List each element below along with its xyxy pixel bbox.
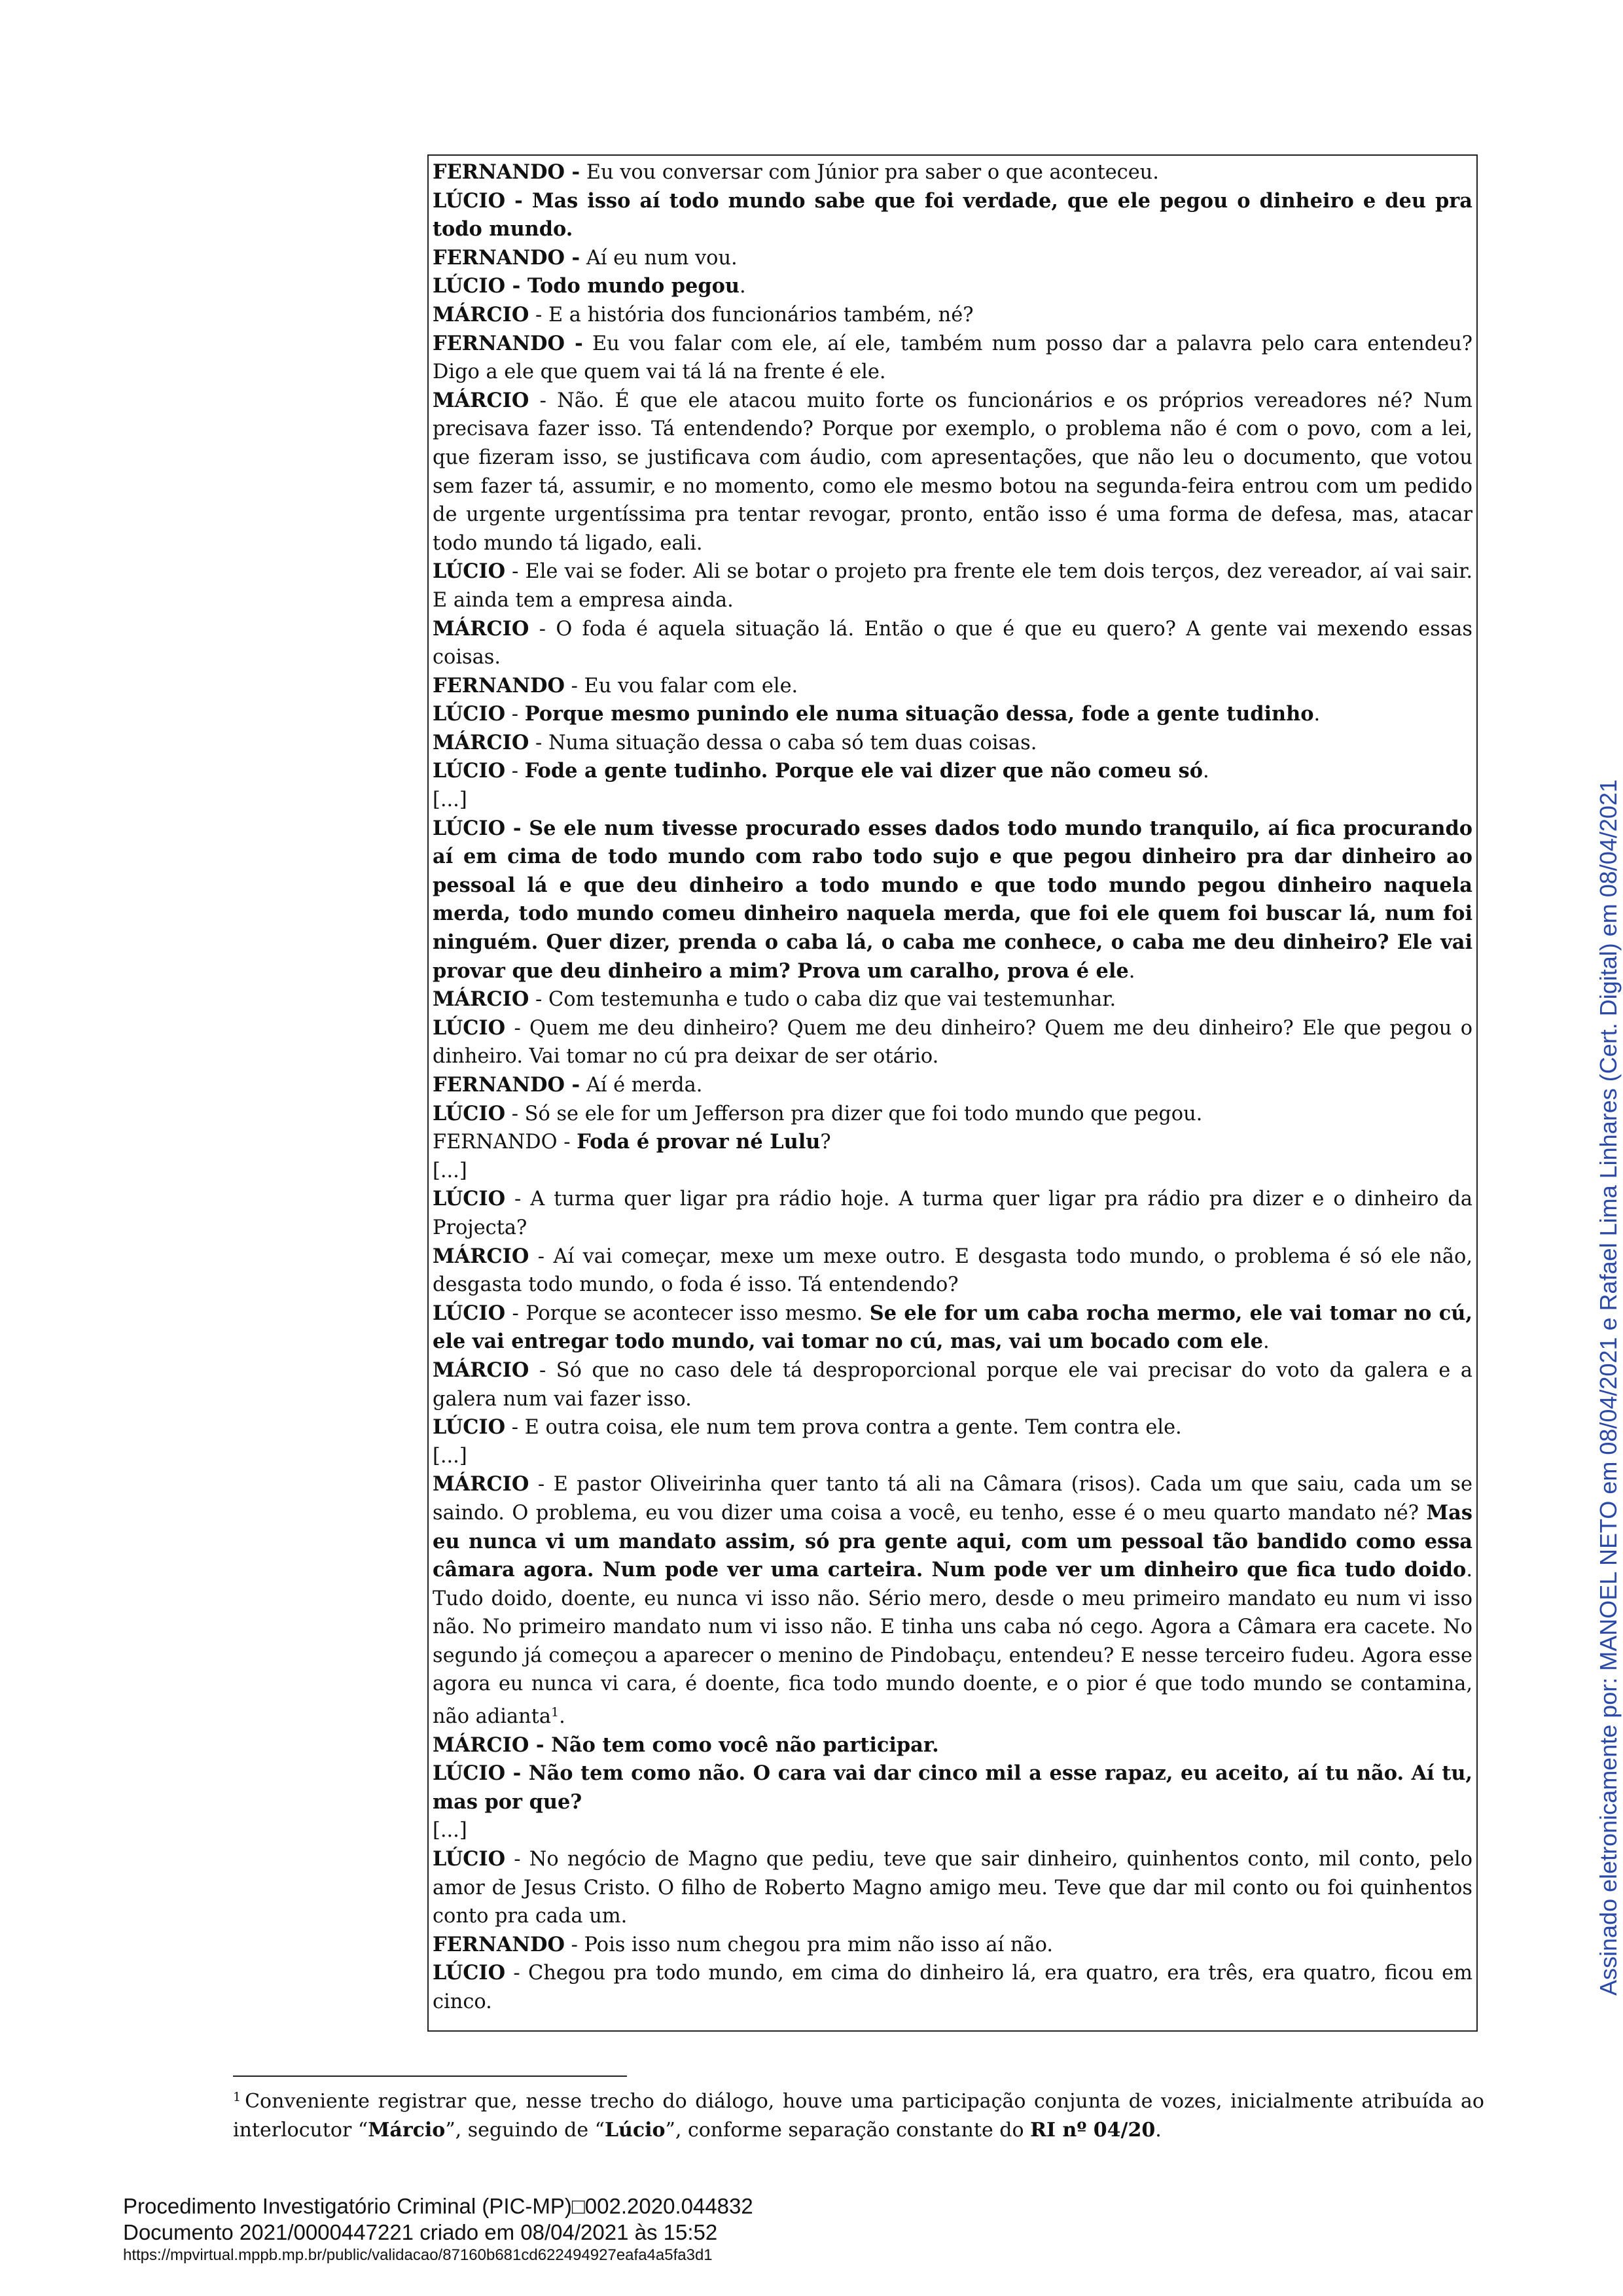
transcript-line: [433, 729, 1472, 758]
text-run: - Só que no caso dele tá desproporcional porque ele vai precisar do voto da galera e a galera num vai fazer isso.: [433, 1358, 1472, 1411]
text-run: - Numa situação dessa o caba só tem duas coisas.: [529, 731, 1037, 754]
bold-text: MÁRCIO: [433, 987, 529, 1012]
transcript-line: [433, 272, 1472, 301]
text-run: - Só se ele for um Jefferson pra dizer que foi todo mundo que pegou.: [505, 1102, 1203, 1125]
text-run: .: [1203, 760, 1209, 783]
bold-text: Foda é provar né Lulu: [577, 1130, 821, 1154]
bold-text: Márcio: [368, 2119, 446, 2142]
text-run: .: [740, 275, 746, 298]
text-run: Eu vou falar com ele, aí ele, também num posso dar a palavra pelo cara entendeu? Digo a ele que quem vai tá lá na frente é ele.: [433, 332, 1473, 384]
bold-text: LÚCIO: [433, 702, 506, 726]
text-run: -: [505, 760, 525, 783]
transcript-line: [433, 672, 1472, 701]
bold-text: LÚCIO: [433, 559, 506, 584]
bold-text: FERNANDO: [433, 1932, 565, 1956]
bold-text: LÚCIO: [433, 759, 506, 783]
bold-text: FERNANDO -: [433, 160, 580, 184]
transcript-line: [433, 387, 1472, 558]
text-run: .: [1155, 2119, 1162, 2142]
text-run: - E a história dos funcionários também, né?: [529, 303, 974, 327]
text-run: - Quem me deu dinheiro? Quem me deu dinheiro? Quem me deu dinheiro? Ele que pegou o dinheiro. Vai tomar no cú pra deixar de ser otário.: [433, 1016, 1472, 1069]
transcript-line: [433, 301, 1472, 330]
transcript-line: [433, 557, 1472, 614]
bold-text: MÁRCIO: [433, 616, 529, 641]
text-run: - Pois isso num chegou pra mim não isso aí não.: [564, 1933, 1054, 1956]
bold-text: LÚCIO - Mas isso aí todo mundo sabe que foi verdade, que ele pegou o dinheiro e deu pra todo mundo.: [433, 188, 1472, 241]
bold-text: MÁRCIO: [433, 1358, 529, 1382]
text-run: ?: [820, 1131, 831, 1154]
transcript-line: [433, 187, 1472, 244]
transcript-line: [433, 1470, 1472, 1731]
transcript-line: [433, 1014, 1472, 1071]
text-run: .: [1128, 959, 1135, 983]
bold-text: FERNANDO: [433, 673, 565, 698]
transcript-line: [433, 1071, 1472, 1100]
text-run: Aí é merda.: [580, 1074, 703, 1097]
text-run: Conveniente registrar que, nesse trecho do diálogo, houve uma participação conjunta de vozes, inicialmente atribuída ao interlocutor “: [233, 2090, 1484, 2142]
transcript-line: [433, 1442, 1472, 1471]
transcript-line: [433, 330, 1472, 387]
footnote-divider: [233, 2075, 627, 2077]
text-run: .: [1313, 703, 1321, 726]
bold-text: LÚCIO: [433, 1016, 506, 1040]
bold-text: Porque mesmo punindo ele numa situação dessa, fode a gente tudinho: [524, 702, 1314, 726]
bold-text: Se ele for um caba rocha mermo, ele vai tomar no cú, ele vai entregar todo mundo, vai tomar no cú, mas, vai um bocado com ele: [433, 1301, 1472, 1354]
transcript-line: [433, 615, 1472, 672]
text-run: - Com testemunha e tudo o caba diz que vai testemunhar.: [529, 988, 1116, 1012]
text-run: - Eu vou falar com ele.: [564, 674, 798, 698]
footer-validation-link[interactable]: https://mpvirtual.mppb.mp.br/public/validacao/87160b681cd622494927eafa4a5fa3d1: [123, 2246, 713, 2264]
text-run: [...]: [433, 1444, 467, 1468]
bold-text: MÁRCIO: [433, 1244, 529, 1268]
transcript-line: [433, 786, 1472, 815]
bold-text: LÚCIO: [433, 1187, 506, 1211]
transcript-line: [433, 757, 1472, 786]
bold-text: LÚCIO: [433, 1961, 506, 1985]
transcript-line: [433, 1128, 1472, 1157]
transcript-line: [433, 1931, 1472, 1960]
bold-text: Lúcio: [604, 2119, 666, 2142]
bold-text: MÁRCIO: [433, 730, 529, 754]
footnote-marker: 1: [233, 2090, 241, 2104]
text-run: ”, conforme separação constante do: [665, 2119, 1031, 2142]
text-run: Eu vou conversar com Júnior pra saber o que aconteceu.: [580, 161, 1159, 184]
transcript-line: [433, 1185, 1472, 1242]
bold-text: LÚCIO: [433, 1415, 506, 1439]
transcript-line: [433, 1100, 1472, 1129]
text-run: - Porque se acontecer isso mesmo.: [505, 1301, 870, 1325]
text-run: - Aí vai começar, mexe um mexe outro. E desgasta todo mundo, o problema é só ele não, desgasta todo mundo, o foda é isso. Tá entendendo?: [433, 1245, 1472, 1297]
transcript-line: [433, 1731, 1472, 1760]
transcript-line: [433, 158, 1472, 187]
bold-text: LÚCIO: [433, 1101, 506, 1125]
document-footer: [123, 2193, 1170, 2265]
transcript-line: [433, 985, 1472, 1014]
bold-text: FERNANDO -: [433, 331, 583, 355]
text-run: [...]: [433, 788, 467, 812]
bold-text: LÚCIO: [433, 1847, 506, 1871]
text-run: FERNANDO -: [433, 1131, 577, 1154]
footnote: [233, 2083, 1484, 2145]
text-run: Aí eu num vou.: [580, 246, 738, 270]
bold-text: LÚCIO - Se ele num tivesse procurado esses dados todo mundo tranquilo, aí fica procurando aí em cima de todo mundo com rabo todo sujo e que pegou dinheiro pra dar dinheiro ao pessoal lá e que deu dinheiro a todo mundo e que todo mundo pegou dinheiro naquela merda, todo mundo comeu dinheiro naquela merda, que foi ele quem foi buscar lá, num foi ninguém. Quer dizer, prenda o caba lá, o caba me conhece, o caba me deu dinheiro? Ele vai provar que deu dinheiro a mim? Prova um caralho, prova é ele: [433, 816, 1472, 983]
transcript-line: [433, 1959, 1472, 2016]
text-run: - E outra coisa, ele num tem prova contra a gente. Tem contra ele.: [505, 1416, 1182, 1439]
transcript-box: [427, 154, 1478, 2032]
text-run: .: [1262, 1330, 1270, 1354]
bold-text: Fode a gente tudinho. Porque ele vai dizer que não comeu só: [524, 759, 1204, 783]
bold-text: LÚCIO - Não tem como não. O cara vai dar cinco mil a esse rapaz, eu aceito, aí tu não. Aí tu, mas por que?: [433, 1761, 1472, 1814]
transcript-line: [433, 815, 1472, 986]
bold-text: MÁRCIO: [433, 1472, 529, 1496]
transcript-line: [433, 244, 1472, 273]
transcript-line: [433, 1759, 1472, 1816]
bold-text: RI nº 04/20: [1030, 2119, 1156, 2142]
transcript-line: [433, 1356, 1472, 1413]
transcript-line: [433, 1299, 1472, 1356]
transcript-line: [433, 1845, 1472, 1931]
bold-text: LÚCIO: [433, 1301, 506, 1325]
text-run: - E pastor Oliveirinha quer tanto tá ali na Câmara (risos). Cada um que saiu, cada um se saindo. O problema, eu vou dizer uma coisa a você, eu tenho, esse é o meu quarto mandato né?: [433, 1473, 1472, 1525]
text-run: - Chegou pra todo mundo, em cima do dinheiro lá, era quatro, era três, era quatro, ficou em cinco.: [433, 1962, 1472, 2013]
bold-text: MÁRCIO: [433, 302, 529, 327]
transcript-line: [433, 1243, 1472, 1299]
text-run: . Tudo doido, doente, eu nunca vi isso não. Sério mero, desde o meu primeiro mandato eu num vi isso não. No primeiro mandato num vi isso não. E tinha uns caba nó cego. Agora a Câmara era cacete. No segundo já começou a aparecer o menino de Pindobaçu, entendeu? E nesse terceiro fudeu. Agora esse agora eu nunca vi cara, é doente, fica todo mundo doente, e o pior é que todo mundo se contamina, não adianta: [433, 1559, 1472, 1729]
text-run: - O foda é aquela situação lá. Então o que é que eu quero? A gente vai mexendo essas coisas.: [433, 617, 1472, 669]
text-run: - Não. É que ele atacou muito forte os funcionários e os próprios vereadores né? Num precisava fazer isso. Tá entendendo? Porque por exemplo, o problema não é com o povo, com a lei, que fizeram isso, se justificava com áudio, com apresentações, que não leu o documento, que votou sem fazer tá, assumir, e no momento, como ele mesmo botou na segunda-feira entrou com um pedido de urgente urgentíssima pra tentar revogar, pronto, então isso é uma forma de defesa, mas, atacar todo mundo tá ligado, eali.: [433, 389, 1472, 555]
transcript-line: [433, 700, 1472, 729]
bold-text: FERNANDO -: [433, 245, 580, 270]
bold-text: LÚCIO - Todo mundo pegou: [433, 274, 740, 298]
footnote-reference: 1: [550, 1705, 560, 1720]
text-run: -: [505, 703, 525, 726]
text-run: ”, seguindo de “: [445, 2119, 605, 2142]
footer-procedure: Procedimento Investigatório Criminal (PIC-MP)□002.2020.044832: [123, 2194, 753, 2218]
text-run: - No negócio de Magno que pediu, teve que sair dinheiro, quinhentos conto, mil conto, pelo amor de Jesus Cristo. O filho de Roberto Magno amigo meu. Teve que dar mil conto ou foi quinhentos conto pra cada um.: [433, 1848, 1472, 1928]
text-run: [...]: [433, 1159, 467, 1182]
bold-text: Mas eu nunca vi um mandato assim, só pra gente aqui, com um pessoal tão bandido como essa câmara agora. Num pode ver uma carteira. Num pode ver um dinheiro que fica tudo doido: [433, 1500, 1472, 1582]
footer-document-id: Documento 2021/0000447221 criado em 08/04/2021 às 15:52: [123, 2220, 718, 2244]
text-run: .: [559, 1705, 565, 1729]
text-run: [...]: [433, 1819, 467, 1843]
bold-text: MÁRCIO: [433, 388, 529, 412]
electronic-signature-stamp: Assinado eletronicamente por: MANOEL NETO em 08/04/2021 e Rafael Lima Linhares (Cert. Digital) em 08/04/2021: [1595, 779, 1622, 1996]
bold-text: MÁRCIO - Não tem como você não participar.: [433, 1733, 939, 1757]
transcript-line: [433, 1816, 1472, 1845]
bold-text: FERNANDO -: [433, 1073, 580, 1097]
transcript-line: [433, 1413, 1472, 1442]
text-run: - Ele vai se foder. Ali se botar o projeto pra frente ele tem dois terços, dez vereador, aí vai sair. E ainda tem a empresa ainda.: [433, 560, 1472, 612]
transcript-line: [433, 1157, 1472, 1186]
text-run: - A turma quer ligar pra rádio hoje. A turma quer ligar pra rádio pra dizer e o dinheiro da Projecta?: [433, 1188, 1472, 1239]
